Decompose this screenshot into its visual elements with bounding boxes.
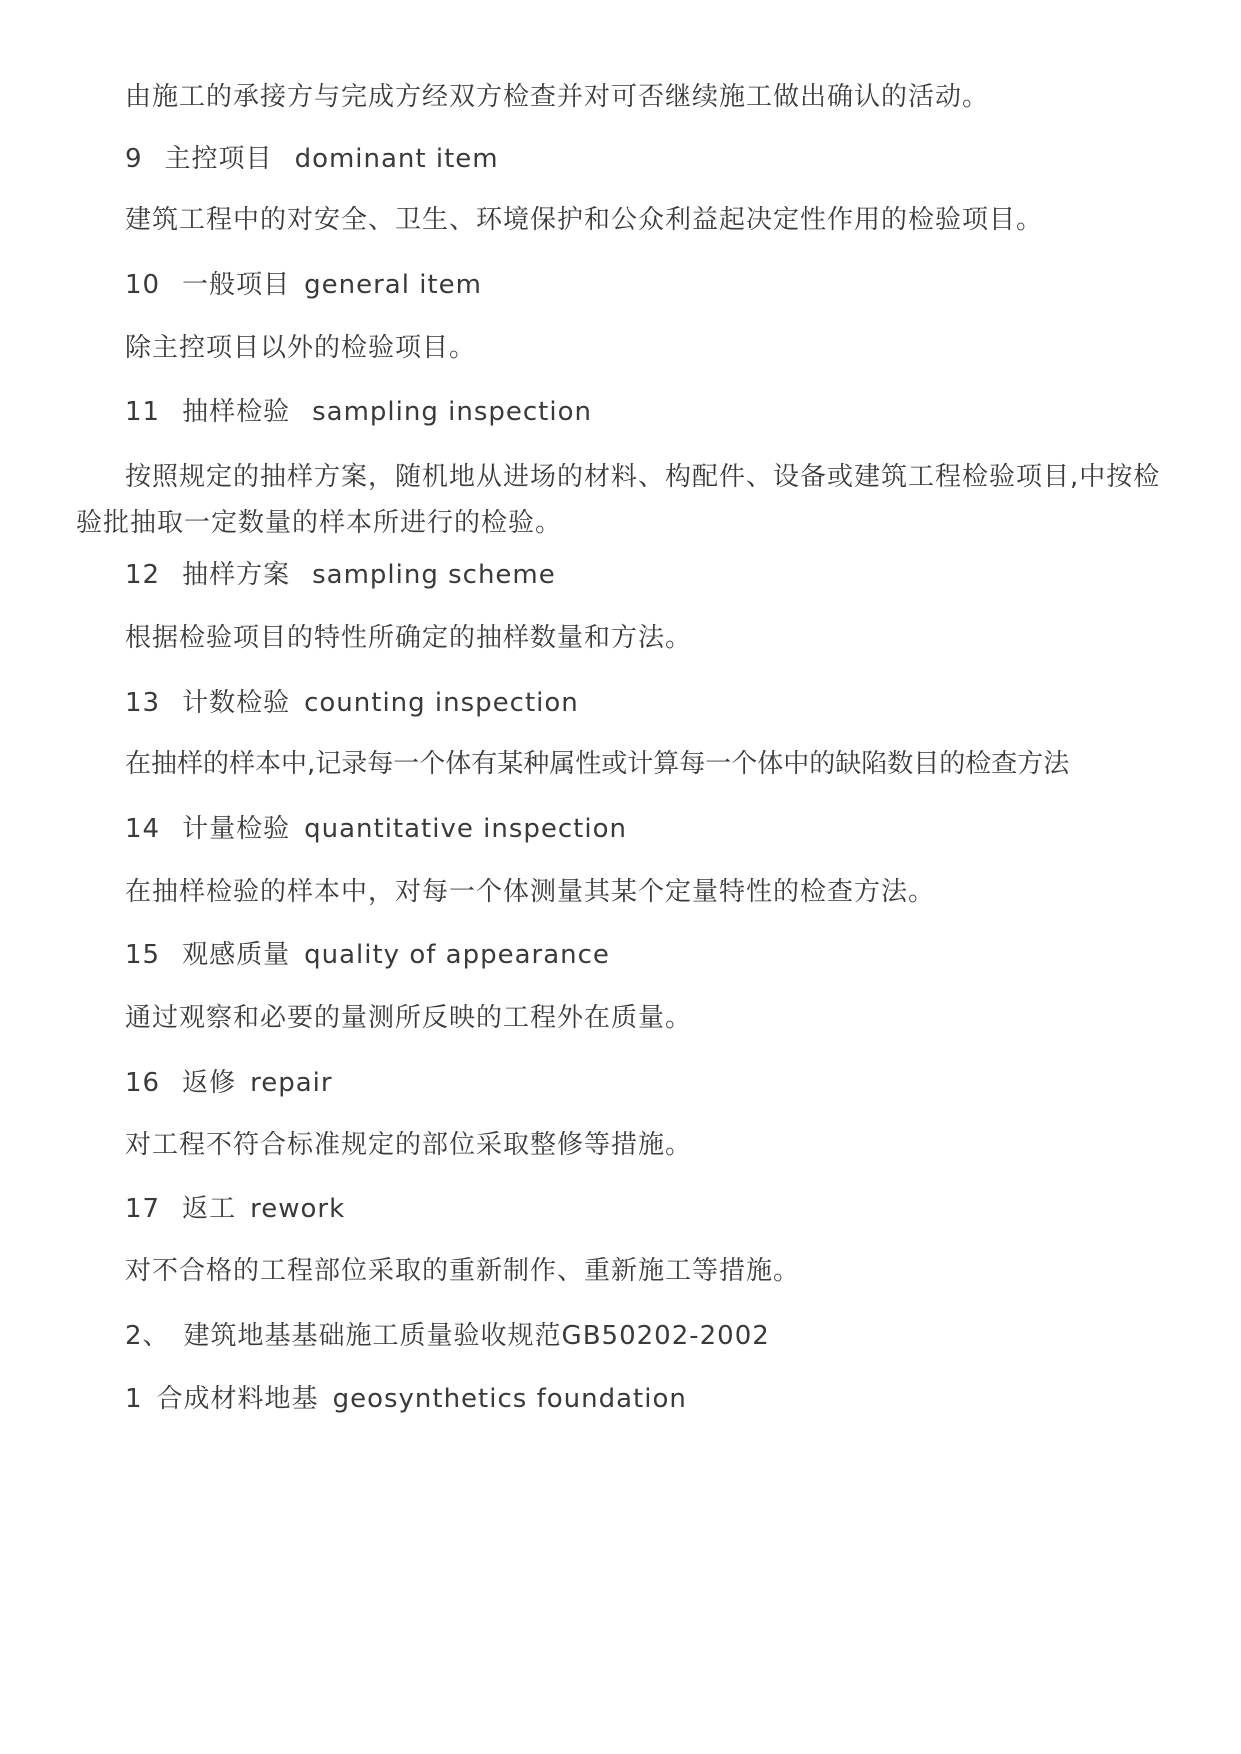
term-13-heading xyxy=(125,686,579,720)
term-chinese: 计数检验 xyxy=(182,688,291,718)
term-english: sampling scheme xyxy=(312,560,556,590)
term-english: general item xyxy=(304,270,482,300)
term-10-definition: 除主控项目以外的检验项目。 xyxy=(125,333,477,363)
term-14-heading xyxy=(125,812,627,846)
term-number: 14 xyxy=(125,814,161,844)
term-number: 16 xyxy=(125,1068,161,1098)
term-chinese: 返修 xyxy=(182,1068,237,1098)
term-13-definition: 在抽样的样本中,记录每一个体有某种属性或计算每一个体中的缺陷数目的检查方法 xyxy=(125,749,1070,779)
term-15-definition: 通过观察和必要的量测所反映的工程外在质量。 xyxy=(125,1003,693,1033)
term-english: repair xyxy=(250,1068,333,1098)
paragraph-continuation: 由施工的承接方与完成方经双方检查并对可否继续施工做出确认的活动。 xyxy=(125,82,990,112)
term-number: 15 xyxy=(125,940,161,970)
term-english: sampling inspection xyxy=(312,397,592,427)
term-number: 13 xyxy=(125,688,161,718)
term-15-heading xyxy=(125,938,610,972)
term-english: quality of appearance xyxy=(304,940,610,970)
term-16-heading xyxy=(125,1066,333,1100)
term-number: 9 xyxy=(125,144,143,174)
section-2-heading xyxy=(125,1319,770,1353)
term-chinese: 观感质量 xyxy=(182,940,291,970)
term-17-heading xyxy=(125,1192,345,1226)
term-chinese: 合成材料地基 xyxy=(156,1384,319,1414)
term-english: counting inspection xyxy=(304,688,579,718)
term-chinese: 一般项目 xyxy=(182,270,291,300)
term-chinese: 返工 xyxy=(182,1194,237,1224)
term-11-definition: 按照规定的抽样方案，随机地从进场的材料、构配件、设备或建筑工程检验项目,中按检验批抽取一定数量的样本所进行的检验。 xyxy=(76,462,1161,538)
term-number: 12 xyxy=(125,560,161,590)
term-chinese: 主控项目 xyxy=(164,144,273,174)
term-english: dominant item xyxy=(294,144,499,174)
term-number: 17 xyxy=(125,1194,161,1224)
term-12-definition: 根据检验项目的特性所确定的抽样数量和方法。 xyxy=(125,623,693,653)
term-english: quantitative inspection xyxy=(304,814,627,844)
section-title: 建筑地基基础施工质量验收规范GB50202-2002 xyxy=(183,1321,770,1351)
term-1-heading xyxy=(125,1382,687,1416)
term-10-heading xyxy=(125,268,482,302)
term-number: 11 xyxy=(125,397,161,427)
term-english: geosynthetics foundation xyxy=(332,1384,687,1414)
term-chinese: 抽样方案 xyxy=(182,560,291,590)
term-english: rework xyxy=(250,1194,346,1224)
term-12-heading xyxy=(125,558,556,592)
term-chinese: 抽样检验 xyxy=(182,397,291,427)
term-number: 10 xyxy=(125,270,161,300)
term-9-definition: 建筑工程中的对安全、卫生、环境保护和公众利益起决定性作用的检验项目。 xyxy=(125,205,1044,235)
term-chinese: 计量检验 xyxy=(182,814,291,844)
term-14-definition: 在抽样检验的样本中，对每一个体测量其某个定量特性的检查方法。 xyxy=(125,877,936,907)
term-11-heading xyxy=(125,395,592,429)
term-17-definition: 对不合格的工程部位采取的重新制作、重新施工等措施。 xyxy=(125,1256,801,1286)
term-number: 1 xyxy=(125,1384,143,1414)
term-16-definition: 对工程不符合标准规定的部位采取整修等措施。 xyxy=(125,1130,693,1160)
section-number: 2、 xyxy=(125,1321,170,1351)
term-9-heading xyxy=(125,142,499,176)
